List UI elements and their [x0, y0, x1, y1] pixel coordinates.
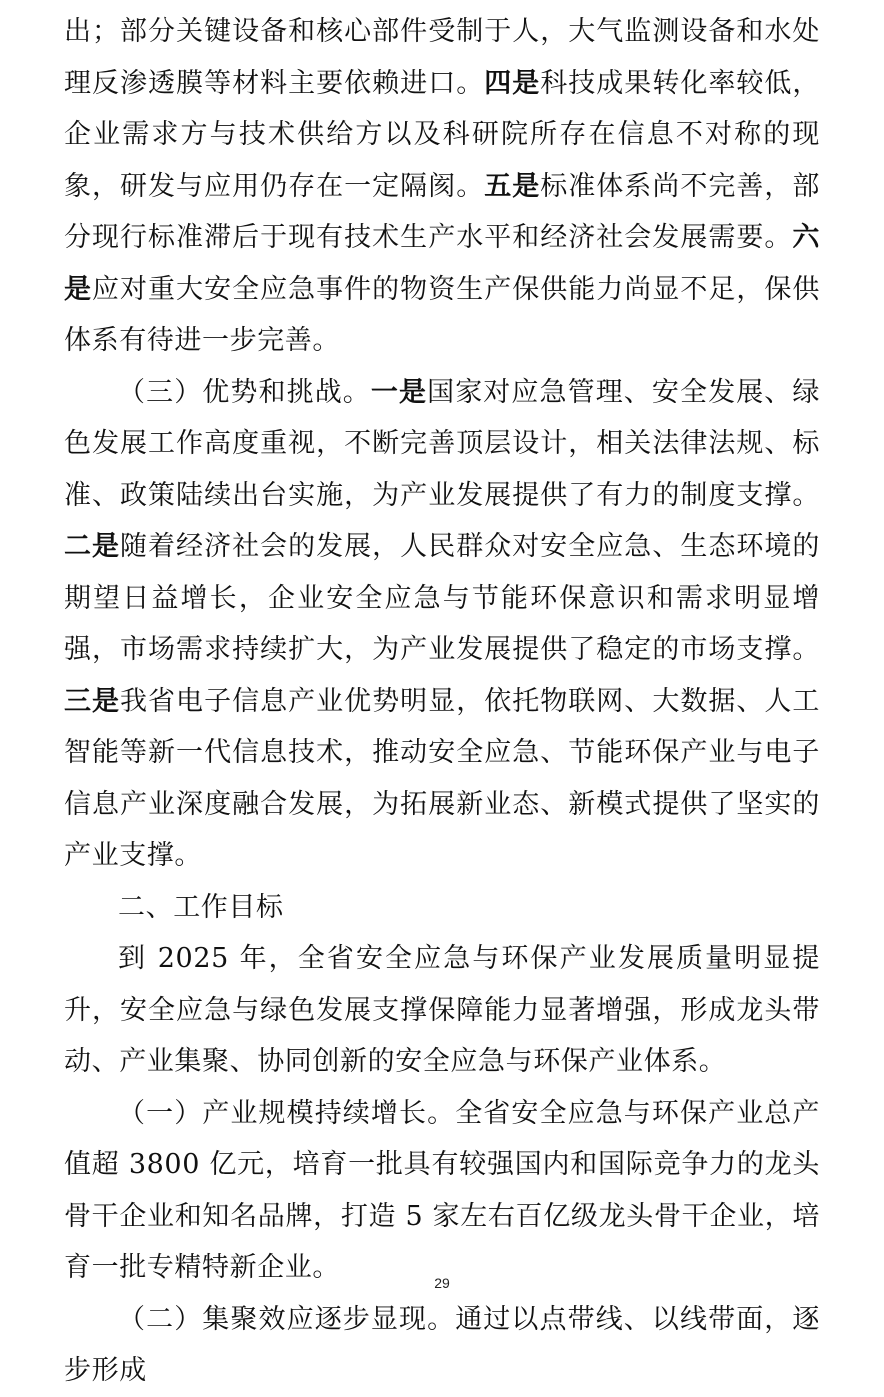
heading-text: 二、工作目标 [118, 891, 284, 923]
text-run: 科技成果转化率较低，企业需求方与技术供给方以及科研院所存在信息不对称的现象，研发与应用仍存在一定隔阂。 [64, 67, 821, 202]
text-run: 我省电子信息产业优势明显，依托物联网、大数据、人工智能等新一代信息技术，推动安全应急、节能环保产业与电子信息产业深度融合发展，为拓展新业态、新模式提供了坚实的产业支撑。 [64, 685, 820, 871]
bold-marker-six: 六是 [64, 222, 820, 305]
text-run: 出；部分关键设备和核心部件受制于人，大气监测设备和水处理反渗透膜等材料主要依赖进口。 [64, 16, 820, 99]
text-run: 到 2025 年，全省安全应急与环保产业发展质量明显提升，安全应急与绿色发展支撑保障能力显著增强，形成龙头带动、产业集聚、协同创新的安全应急与环保产业体系。 [64, 943, 820, 1077]
bold-marker-four: 四是 [484, 67, 541, 99]
bold-marker-five: 五是 [484, 170, 541, 202]
section-heading-work-goals [64, 882, 820, 934]
text-run: （一）产业规模持续增长。全省安全应急与环保产业总产值超 3800 亿元，培育一批具有较强国内和国际竞争力的龙头骨干企业和知名品牌，打造 5 家左右百亿级龙头骨干企业，培育一批专精特新企业。 [64, 1097, 820, 1283]
bold-marker-one: 一是 [370, 376, 428, 408]
bold-marker-three: 三是 [64, 685, 121, 717]
paragraph-challenges-continued [64, 6, 820, 367]
text-run: 随着经济社会的发展，人民群众对安全应急、生态环境的期望日益增长，企业安全应急与节能环保意识和需求明显增强，市场需求持续扩大，为产业发展提供了稳定的市场支撑。 [64, 531, 820, 665]
text-run: 国家对应急管理、安全发展、绿色发展工作高度重视，不断完善顶层设计，相关法律法规、标准、政策陆续出台实施，为产业发展提供了有力的制度支撑。 [64, 376, 821, 511]
bold-marker-two: 二是 [64, 531, 121, 562]
paragraph-industry-scale [64, 1088, 820, 1294]
text-run: 应对重大安全应急事件的物资生产保供能力尚显不足，保供体系有待进一步完善。 [64, 273, 820, 356]
text-run: （二）集聚效应逐步显现。通过以点带线、以线带面，逐步形成 [64, 1303, 820, 1386]
document-body [64, 6, 820, 1397]
page-number: 29 [434, 1275, 450, 1291]
text-run: 标准体系尚不完善，部分现行标准滞后于现有技术生产水平和经济社会发展需要。 [64, 170, 821, 253]
paragraph-advantages-challenges [64, 367, 820, 882]
section-heading-inline: （三）优势和挑战。 [118, 376, 371, 408]
paragraph-cluster-effect [64, 1294, 820, 1397]
paragraph-goal-2025 [64, 933, 820, 1088]
